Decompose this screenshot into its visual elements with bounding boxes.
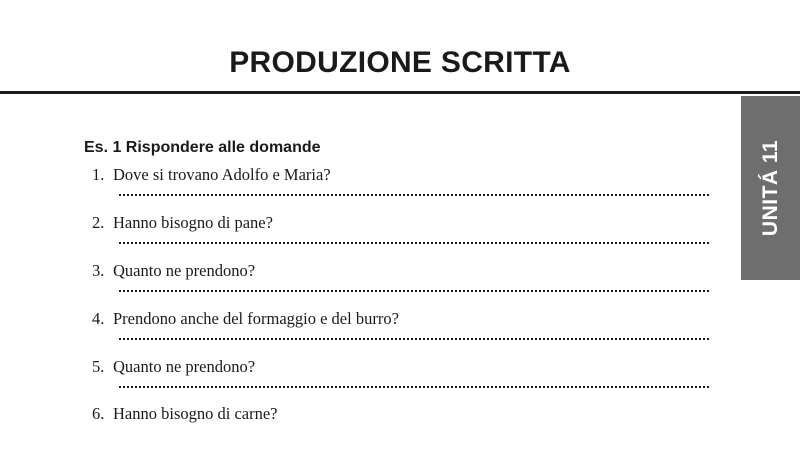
- page-title: PRODUZIONE SCRITTA: [229, 46, 571, 79]
- question-item: [92, 357, 712, 405]
- unit-side-tab-label: UNITÁ 11: [758, 139, 782, 237]
- answer-line[interactable]: [119, 194, 709, 196]
- question-number: 6.: [92, 404, 105, 423]
- question-number: 4.: [92, 309, 105, 328]
- question-text: Quanto ne prendono?: [113, 261, 256, 280]
- question-number: 2.: [92, 213, 105, 232]
- answer-line[interactable]: [119, 242, 709, 244]
- title-rule: [0, 91, 800, 94]
- question-item: [92, 309, 712, 357]
- answer-line[interactable]: [119, 290, 709, 292]
- question-item: [92, 165, 712, 213]
- question-number: 1.: [92, 165, 105, 184]
- question-item: [92, 213, 712, 261]
- question-text: Dove si trovano Adolfo e Maria?: [113, 165, 331, 184]
- question-text: Hanno bisogno di pane?: [113, 213, 273, 232]
- question-number: 5.: [92, 357, 105, 376]
- unit-side-tab: [741, 96, 800, 280]
- question-number: 3.: [92, 261, 105, 280]
- question-text: Hanno bisogno di carne?: [113, 404, 278, 423]
- answer-line[interactable]: [119, 386, 709, 388]
- question-text: Quanto ne prendono?: [113, 357, 256, 376]
- exercise-heading: Es. 1 Rispondere alle domande: [84, 139, 321, 156]
- question-text: Prendono anche del formaggio e del burro?: [113, 309, 399, 328]
- question-item: [92, 261, 712, 309]
- answer-line[interactable]: [119, 338, 709, 340]
- question-item: [92, 404, 712, 452]
